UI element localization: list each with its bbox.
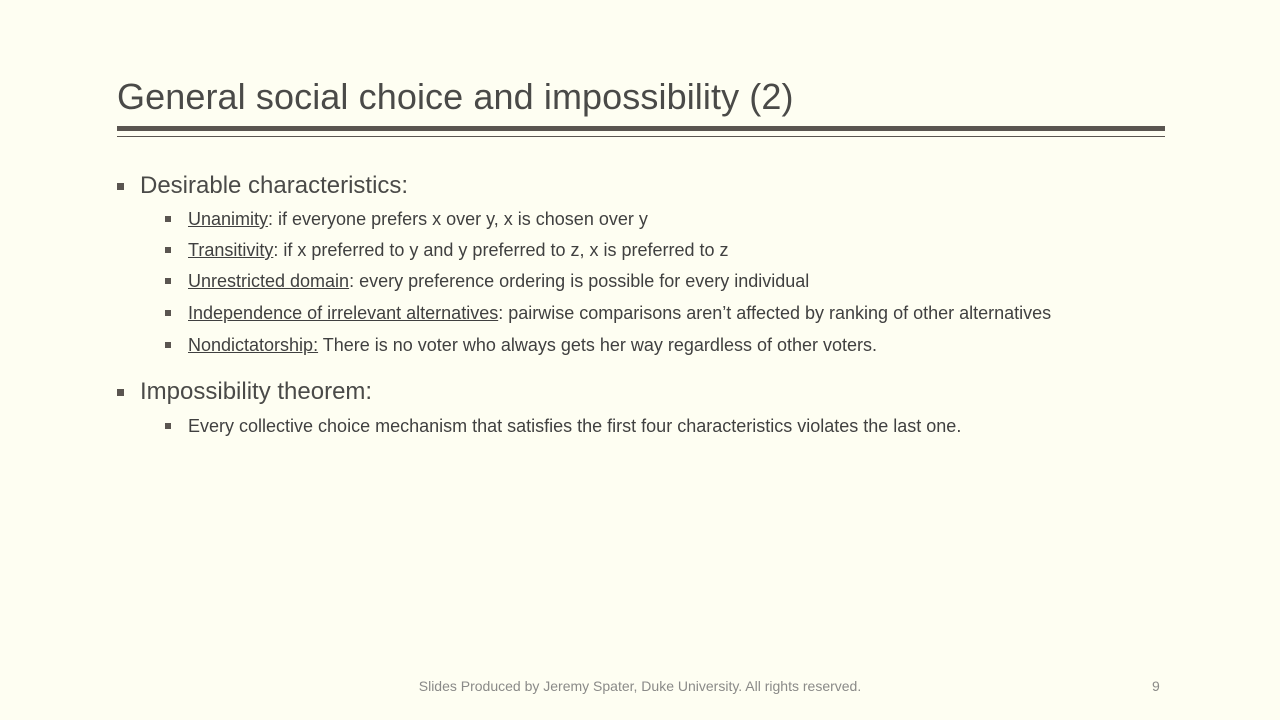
- square-bullet-icon: [165, 278, 171, 284]
- definition: : pairwise comparisons aren’t affected by ranking of other alternatives: [498, 303, 1052, 323]
- list-item-transitivity: [117, 239, 1117, 261]
- title-rule-thick: [117, 126, 1165, 131]
- square-bullet-icon: [165, 342, 171, 348]
- square-bullet-icon: [117, 389, 124, 396]
- term: Unrestricted domain: [188, 271, 350, 291]
- theorem-text: Every collective choice mechanism that satisfies the first four characteristics violates the last one.: [188, 416, 962, 436]
- list-item-unanimity: [117, 208, 1117, 230]
- section-heading-text: Desirable characteristics:: [140, 172, 409, 199]
- slide-body: [117, 170, 1117, 437]
- definition: : if x preferred to y and y preferred to z, x is preferred to z: [273, 240, 729, 260]
- square-bullet-icon: [165, 216, 171, 222]
- section-heading-text: Impossibility theorem:: [140, 378, 373, 405]
- square-bullet-icon: [165, 423, 171, 429]
- section-heading-characteristics: [117, 170, 1117, 202]
- slide-footer: Slides Produced by Jeremy Spater, Duke University. All rights reserved.: [418, 678, 862, 694]
- square-bullet-icon: [165, 310, 171, 316]
- square-bullet-icon: [117, 183, 124, 190]
- square-bullet-icon: [165, 247, 171, 253]
- list-item-theorem: [117, 415, 1117, 437]
- list-item-unrestricted-domain: [117, 270, 1117, 292]
- page-number: 9: [1152, 678, 1160, 694]
- term: Transitivity: [188, 240, 274, 260]
- section-heading-impossibility: [117, 376, 1117, 408]
- definition: There is no voter who always gets her way regardless of other voters.: [318, 335, 878, 355]
- term: Independence of irrelevant alternatives: [188, 303, 499, 323]
- slide-title: General social choice and impossibility (2): [117, 76, 794, 117]
- title-rule-thin: [117, 136, 1165, 137]
- list-item-nondictatorship: [117, 334, 1117, 356]
- definition: : every preference ordering is possible for every individual: [349, 271, 810, 291]
- term: Unanimity: [188, 209, 269, 229]
- term: Nondictatorship:: [188, 335, 319, 355]
- definition: : if everyone prefers x over y, x is chosen over y: [268, 209, 648, 229]
- list-item-iia: [117, 302, 1128, 324]
